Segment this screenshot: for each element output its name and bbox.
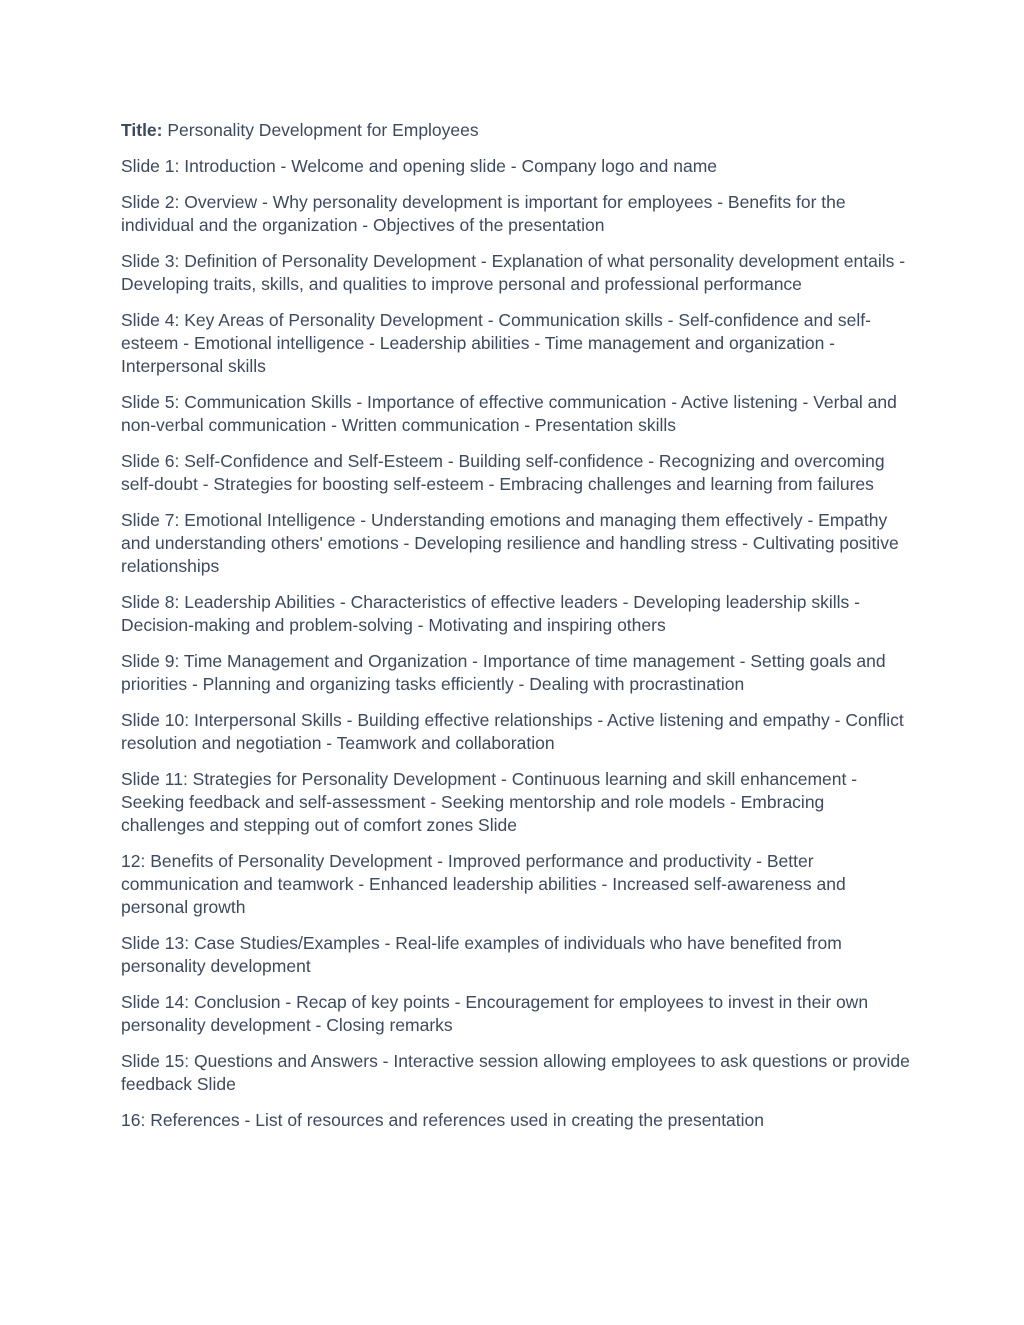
paragraph-slide-10: Slide 10: Interpersonal Skills - Building effective relationships - Active listening and empathy - Conflict resolution and negotiation - Teamwork and collaboration [121,710,904,753]
paragraph-slide-14: Slide 14: Conclusion - Recap of key points - Encouragement for employees to invest in their own personality development - Closing remarks [121,992,869,1035]
document-title [121,119,911,142]
paragraph-slide-7: Slide 7: Emotional Intelligence - Understanding emotions and managing them effectively - Empathy and understanding others' emotions - Developing resilience and handling stress - Cultivating positive relationships [121,510,899,576]
paragraph-slide-4: Slide 4: Key Areas of Personality Development - Communication skills - Self-confidence and self-esteem - Emotional intelligence - Leadership abilities - Time management and organization - Interpersonal skills [121,310,871,376]
paragraph-slide-13: Slide 13: Case Studies/Examples - Real-life examples of individuals who have benefited from personality development [121,933,842,976]
paragraph-slide-1: Slide 1: Introduction - Welcome and opening slide - Company logo and name [121,156,717,176]
paragraph-slide-8: Slide 8: Leadership Abilities - Characteristics of effective leaders - Developing leadership skills - Decision-making and problem-solving - Motivating and inspiring others [121,592,860,635]
title-label: Title: [121,120,163,140]
document-page [121,119,911,1145]
paragraph-slide-6: Slide 6: Self-Confidence and Self-Esteem - Building self-confidence - Recognizing and overcoming self-doubt - Strategies for boosting self-esteem - Embracing challenges and learning from failures [121,451,885,494]
paragraph-slide-12: 12: Benefits of Personality Development - Improved performance and productivity - Better communication and teamwork - Enhanced leadership abilities - Increased self-awareness and personal growth [121,851,846,917]
paragraph-slide-11: Slide 11: Strategies for Personality Development - Continuous learning and skill enhancement - Seeking feedback and self-assessment - Seeking mentorship and role models - Embracing challenges and stepping out of comfort zones Slide [121,769,858,835]
paragraph-slide-15: Slide 15: Questions and Answers - Interactive session allowing employees to ask questions or provide feedback Slide [121,1051,910,1094]
paragraph-slide-16: 16: References - List of resources and references used in creating the presentation [121,1110,765,1130]
paragraph-slide-9: Slide 9: Time Management and Organization - Importance of time management - Setting goals and priorities - Planning and organizing tasks efficiently - Dealing with procrastination [121,651,886,694]
paragraph-slide-2: Slide 2: Overview - Why personality development is important for employees - Benefits for the individual and the organization - Objectives of the presentation [121,192,846,235]
paragraph-slide-5: Slide 5: Communication Skills - Importance of effective communication - Active listening - Verbal and non-verbal communication - Written communication - Presentation skills [121,392,897,435]
paragraph-slide-3: Slide 3: Definition of Personality Development - Explanation of what personality development entails - Developing traits, skills, and qualities to improve personal and professional performance [121,251,906,294]
title-text: Personality Development for Employees [167,120,479,140]
